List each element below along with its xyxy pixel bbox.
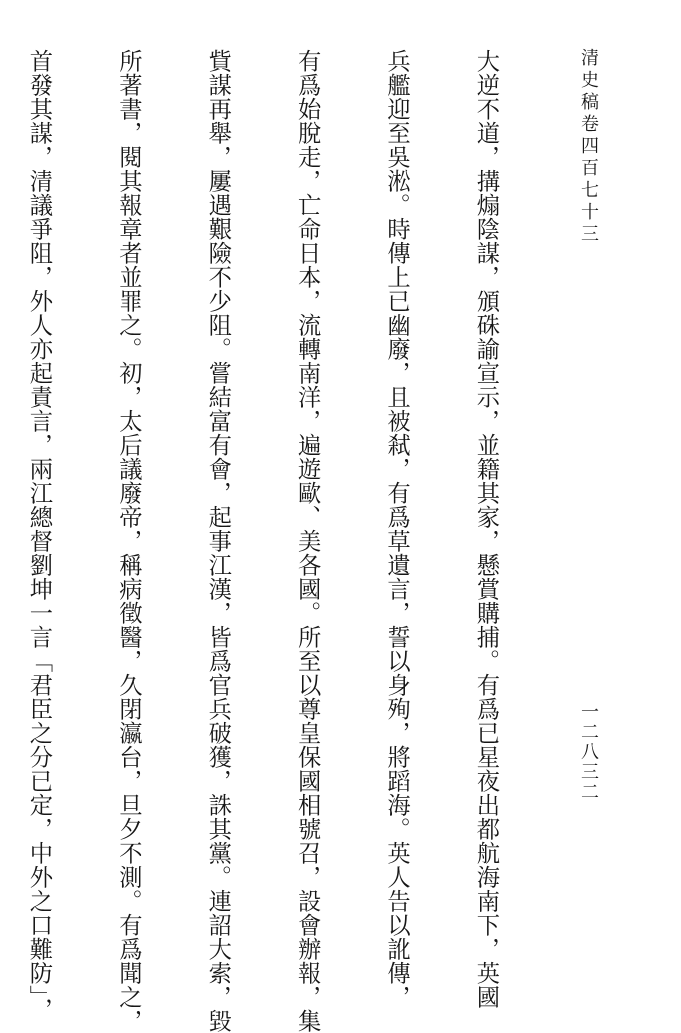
page-number: 一二八三二 bbox=[578, 702, 599, 802]
text-column: 兵艦迎至吳淞。時傳上已幽廢，且被弒，有爲草遺言，誓以身殉，將蹈海。英人告以訛傳， bbox=[383, 49, 411, 1009]
running-head: 清史稿卷四百七十三 bbox=[578, 48, 599, 246]
text-column: 首發其謀，清議爭阻，外人亦起責言，兩江總督劉坤一言「君臣之分已定，中外之口難防」， bbox=[25, 49, 53, 1022]
text-column: 貲謀再舉，屢遇艱險不少阻。嘗結富有會，起事江漢，皆爲官兵破獲，誅其黨。連詔大索，毀 bbox=[204, 49, 232, 1033]
text-column: 有爲始脫走，亡命日本，流轉南洋，遍遊歐、美各國。所至以尊皇保國相號召，設會辦報，集 bbox=[293, 49, 321, 1033]
text-column: 大逆不道，搆煽陰謀，頒硃諭宣示，並籍其家，懸賞購捕。有爲已星夜出都航海南下，英國 bbox=[472, 49, 500, 1009]
body-text bbox=[25, 49, 560, 1033]
text-column: 所著書，閱其報章者並罪之。初，太后議廢帝，稱病徵醫，久閉瀛台，旦夕不測。有爲聞之， bbox=[114, 49, 142, 1033]
